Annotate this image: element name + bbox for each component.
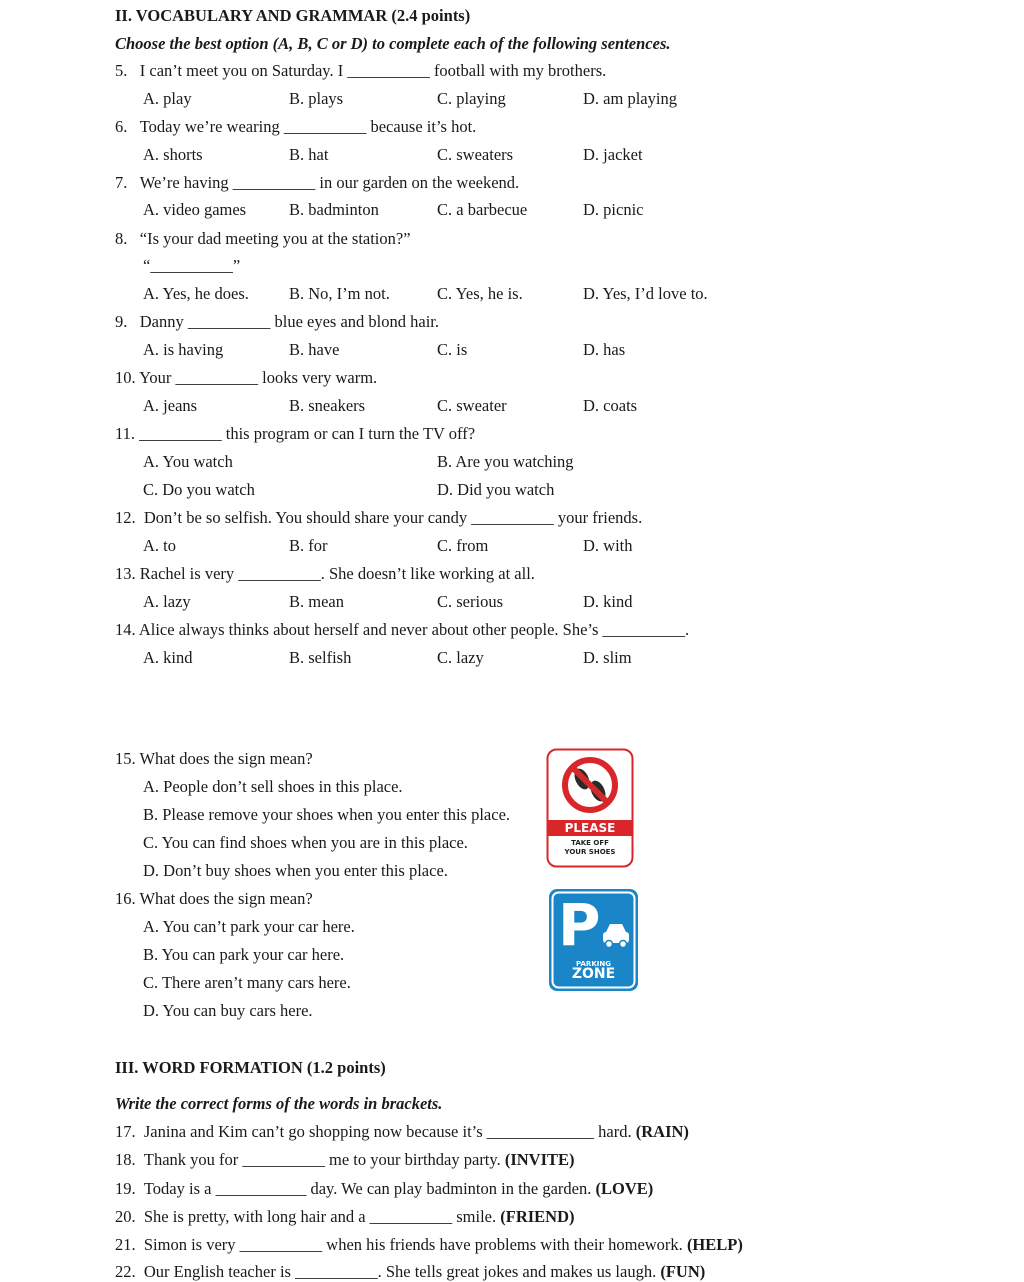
- q13-option-c: C. serious: [437, 592, 503, 611]
- question-7: 7. We’re having __________ in our garden on the weekend.: [115, 173, 520, 192]
- q13-option-d: D. kind: [583, 592, 633, 611]
- question-21: [115, 1235, 743, 1255]
- q14-option-b: B. selfish: [289, 648, 352, 667]
- question-6: 6. Today we’re wearing __________ because it’s hot.: [115, 117, 477, 136]
- q7-option-c: C. a barbecue: [437, 200, 528, 219]
- zone-label-text: ZONE: [571, 966, 616, 982]
- question-10: 10. Your __________ looks very warm.: [115, 368, 378, 387]
- question-12: 12. Don’t be so selfish. You should share your candy __________ your friends.: [115, 508, 643, 527]
- section-2-title: II. VOCABULARY AND GRAMMAR (2.4 points): [115, 6, 471, 25]
- q11-option-a: A. You watch: [143, 452, 233, 471]
- q9-option-b: B. have: [289, 340, 340, 359]
- q8-option-c: C. Yes, he is.: [437, 284, 523, 303]
- q10-option-c: C. sweater: [437, 396, 507, 415]
- q11-option-d: D. Did you watch: [437, 480, 555, 499]
- q9-option-a: A. is having: [143, 340, 224, 359]
- q5-option-b: B. plays: [289, 89, 344, 108]
- q12-option-c: C. from: [437, 536, 489, 555]
- q6-option-c: C. sweaters: [437, 145, 514, 164]
- q19-word-cue: (LOVE): [595, 1179, 654, 1198]
- q22-text: 22. Our English teacher is __________. She tells great jokes and makes us laugh.: [115, 1262, 657, 1281]
- q20-text: 20. She is pretty, with long hair and a __________ smile.: [115, 1207, 497, 1226]
- q11-option-c: C. Do you watch: [143, 480, 255, 499]
- q7-option-b: B. badminton: [289, 200, 379, 219]
- q8-option-a: A. Yes, he does.: [143, 284, 249, 303]
- q14-option-a: A. kind: [143, 648, 193, 667]
- sign-take-off-text: TAKE OFF: [571, 839, 609, 847]
- q22-word-cue: (FUN): [660, 1262, 706, 1281]
- section-3-instruction: Write the correct forms of the words in brackets.: [115, 1094, 443, 1113]
- question-18: [115, 1150, 575, 1170]
- question-22: [115, 1262, 705, 1282]
- q17-word-cue: (RAIN): [635, 1122, 689, 1141]
- q15-option-d: D. Don’t buy shoes when you enter this place.: [143, 861, 448, 880]
- q10-option-b: B. sneakers: [289, 396, 366, 415]
- q12-option-b: B. for: [289, 536, 328, 555]
- q6-option-a: A. shorts: [143, 145, 203, 164]
- question-15: 15. What does the sign mean?: [115, 749, 313, 768]
- q18-text: 18. Thank you for __________ me to your birthday party.: [115, 1150, 501, 1169]
- q14-option-d: D. slim: [583, 648, 632, 667]
- section-2-instruction: Choose the best option (A, B, C or D) to complete each of the following sentences.: [115, 34, 671, 53]
- q10-option-a: A. jeans: [143, 396, 198, 415]
- parking-p-letter: P: [558, 891, 601, 959]
- q17-text: 17. Janina and Kim can’t go shopping now because it’s _____________ hard.: [115, 1122, 632, 1141]
- q9-option-c: C. is: [437, 340, 468, 359]
- q14-option-c: C. lazy: [437, 648, 484, 667]
- sign-please-text: PLEASE: [564, 821, 616, 835]
- q10-option-d: D. coats: [583, 396, 638, 415]
- take-off-shoes-sign: [546, 748, 634, 868]
- question-17: [115, 1122, 689, 1142]
- question-16: 16. What does the sign mean?: [115, 889, 313, 908]
- parking-zone-sign: [548, 888, 639, 992]
- q15-option-c: C. You can find shoes when you are in this place.: [143, 833, 468, 852]
- q5-option-d: D. am playing: [583, 89, 677, 108]
- q16-option-c: C. There aren’t many cars here.: [143, 973, 351, 992]
- q19-text: 19. Today is a ___________ day. We can play badminton in the garden.: [115, 1179, 592, 1198]
- q5-option-a: A. play: [143, 89, 192, 108]
- q21-word-cue: (HELP): [686, 1235, 743, 1254]
- question-5: 5. I can’t meet you on Saturday. I __________ football with my brothers.: [115, 61, 607, 80]
- q13-option-b: B. mean: [289, 592, 344, 611]
- question-11: 11. __________ this program or can I turn the TV off?: [115, 424, 476, 443]
- q8-answer-line: “__________”: [143, 256, 241, 275]
- q12-option-d: D. with: [583, 536, 633, 555]
- q6-option-d: D. jacket: [583, 145, 643, 164]
- q15-option-b: B. Please remove your shoes when you enter this place.: [143, 805, 511, 824]
- q8-option-d: D. Yes, I’d love to.: [583, 284, 708, 303]
- q16-option-d: D. You can buy cars here.: [143, 1001, 313, 1020]
- q12-option-a: A. to: [143, 536, 176, 555]
- question-14: 14. Alice always thinks about herself and never about other people. She’s __________.: [115, 620, 690, 639]
- q16-option-b: B. You can park your car here.: [143, 945, 345, 964]
- q9-option-d: D. has: [583, 340, 626, 359]
- q18-word-cue: (INVITE): [504, 1150, 575, 1169]
- q6-option-b: B. hat: [289, 145, 329, 164]
- question-13: 13. Rachel is very __________. She doesn’t like working at all.: [115, 564, 535, 583]
- q7-option-d: D. picnic: [583, 200, 644, 219]
- q16-option-a: A. You can’t park your car here.: [143, 917, 355, 936]
- sign-your-shoes-text: YOUR SHOES: [564, 848, 616, 856]
- question-9: 9. Danny __________ blue eyes and blond hair.: [115, 312, 439, 331]
- q11-option-b: B. Are you watching: [437, 452, 574, 471]
- q8-option-b: B. No, I’m not.: [289, 284, 390, 303]
- q15-option-a: A. People don’t sell shoes in this place.: [143, 777, 403, 796]
- q7-option-a: A. video games: [143, 200, 247, 219]
- question-8: 8. “Is your dad meeting you at the station?”: [115, 229, 411, 248]
- parking-label-text: PARKING: [576, 960, 611, 968]
- question-19: [115, 1179, 653, 1199]
- q13-option-a: A. lazy: [143, 592, 191, 611]
- section-3-title: III. WORD FORMATION (1.2 points): [115, 1058, 386, 1077]
- q20-word-cue: (FRIEND): [500, 1207, 575, 1226]
- q5-option-c: C. playing: [437, 89, 506, 108]
- q21-text: 21. Simon is very __________ when his friends have problems with their homework.: [115, 1235, 683, 1254]
- question-20: [115, 1207, 575, 1227]
